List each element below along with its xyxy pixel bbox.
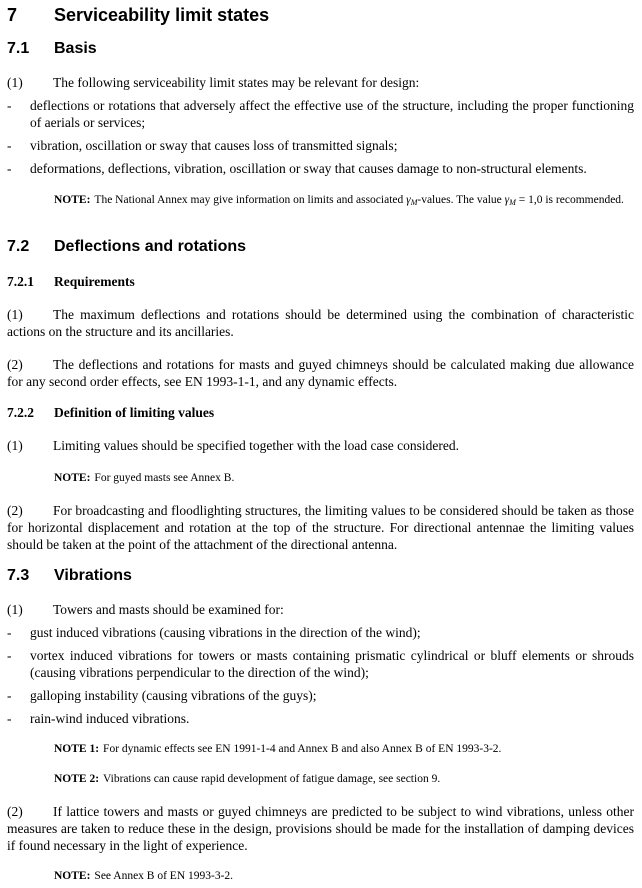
subsection-title: Vibrations <box>54 567 132 584</box>
section-number: 7 <box>7 5 18 25</box>
list-dash: - <box>7 625 12 640</box>
list-dash: - <box>7 688 12 703</box>
list-item <box>7 624 634 641</box>
clause-heading-7-2-1 <box>7 273 135 290</box>
gamma-subscript: M <box>410 198 418 207</box>
gamma-symbol: γ <box>406 194 411 206</box>
subsection-number: 7.1 <box>7 40 30 57</box>
list-item-text: vortex induced vibrations for towers or masts containing prismatic cylindrical or bluff elements or shrouds (causing vibrations perpendicular to the direction of the wind); <box>30 648 634 680</box>
list-item-text: vibration, oscillation or sway that causes loss of transmitted signals; <box>30 138 398 153</box>
paragraph-number: (1) <box>7 438 23 453</box>
note-text: For guyed masts see Annex B. <box>94 472 235 484</box>
section-title: Serviceability limit states <box>54 5 270 25</box>
note-label: NOTE: <box>54 472 91 484</box>
note-text-part: -values. The value <box>417 194 505 206</box>
list-item <box>7 97 634 131</box>
subsection-title: Deflections and rotations <box>54 238 247 255</box>
paragraph-text: The deflections and rotations for masts and guyed chimneys should be calculated making due allowance for any second order effects, see EN 1993-1-1, and any dynamic effects. <box>7 357 634 389</box>
clause-title: Requirements <box>54 274 135 289</box>
paragraph-text: The maximum deflections and rotations should be determined using the combination of characteristic actions on the structure and its ancillaries. <box>7 307 634 339</box>
subsection-heading-7-3 <box>7 566 132 586</box>
clause-heading-7-2-2 <box>7 404 214 421</box>
subsection-number: 7.3 <box>7 567 30 584</box>
list-item <box>7 710 634 727</box>
note-label: NOTE 2: <box>54 773 100 785</box>
clause-number: 7.2.1 <box>7 274 34 289</box>
paragraph-7-2-2-2 <box>7 502 634 553</box>
paragraph-text: Limiting values should be specified together with the load case considered. <box>53 438 460 453</box>
paragraph-text: Towers and masts should be examined for: <box>53 602 284 617</box>
list-dash: - <box>7 138 12 153</box>
note-3-7-3 <box>54 869 634 883</box>
list-item <box>7 160 634 177</box>
paragraph-number: (1) <box>7 602 23 617</box>
subsection-heading-7-1 <box>7 39 97 59</box>
note-text-part: The National Annex may give information on limits and associated <box>94 194 407 206</box>
list-item <box>7 647 634 681</box>
note-7-1 <box>54 193 634 210</box>
paragraph-7-2-2-1 <box>7 437 634 454</box>
paragraph-text: For broadcasting and floodlighting structures, the limiting values to be considered should be taken as those for horizontal displacement and rotation at the top of the structure. For directional antennae the limiting values should be taken at the point of the attachment of the directional antenna. <box>7 503 634 552</box>
paragraph-number: (2) <box>7 357 23 372</box>
list-item-text: gust induced vibrations (causing vibrations in the direction of the wind); <box>30 625 421 640</box>
list-dash: - <box>7 161 12 176</box>
note-text-part: = 1,0 is recommended. <box>515 194 624 206</box>
clause-number: 7.2.2 <box>7 405 34 420</box>
note-text: For dynamic effects see EN 1991-1-4 and Annex B and also Annex B of EN 1993-3-2. <box>103 743 502 755</box>
list-item-text: deformations, deflections, vibration, oscillation or sway that causes damage to non-structural elements. <box>30 161 587 176</box>
paragraph-number: (1) <box>7 307 23 322</box>
list-dash: - <box>7 648 12 663</box>
paragraph-7-2-1-1 <box>7 306 634 340</box>
list-dash: - <box>7 711 12 726</box>
list-dash: - <box>7 98 12 113</box>
list-item-text: galloping instability (causing vibrations of the guys); <box>30 688 317 703</box>
section-heading <box>7 4 269 26</box>
note-label: NOTE: <box>54 194 91 206</box>
gamma-subscript: M <box>509 198 516 207</box>
subsection-number: 7.2 <box>7 238 30 255</box>
note-7-2-2 <box>54 471 634 485</box>
paragraph-7-2-1-2 <box>7 356 634 390</box>
note-text: See Annex B of EN 1993-3-2. <box>94 870 234 882</box>
gamma-symbol: γ <box>504 194 510 206</box>
list-item-text: rain-wind induced vibrations. <box>30 711 190 726</box>
paragraph-7-1-1 <box>7 74 634 91</box>
list-item <box>7 137 634 154</box>
paragraph-number: (2) <box>7 503 23 518</box>
paragraph-7-3-2 <box>7 803 634 854</box>
paragraph-number: (1) <box>7 75 23 90</box>
note-2-7-3 <box>54 772 634 786</box>
note-1-7-3 <box>54 742 634 756</box>
clause-title: Definition of limiting values <box>54 405 215 420</box>
list-item <box>7 687 634 704</box>
note-label: NOTE: <box>54 870 91 882</box>
subsection-title: Basis <box>54 40 97 57</box>
paragraph-7-3-1 <box>7 601 634 618</box>
paragraph-text: If lattice towers and masts or guyed chimneys are predicted to be subject to wind vibrations, unless other measures are taken to reduce these in the design, provisions should be made for the installation of damping devices if found necessary in the light of experience. <box>7 804 634 853</box>
note-text: Vibrations can cause rapid development of fatigue damage, see section 9. <box>103 773 441 785</box>
paragraph-number: (2) <box>7 804 23 819</box>
list-item-text: deflections or rotations that adversely affect the effective use of the structure, including the proper functioning of aerials or services; <box>30 98 634 130</box>
subsection-heading-7-2 <box>7 237 246 257</box>
paragraph-text: The following serviceability limit states may be relevant for design: <box>53 75 420 90</box>
note-label: NOTE 1: <box>54 743 100 755</box>
